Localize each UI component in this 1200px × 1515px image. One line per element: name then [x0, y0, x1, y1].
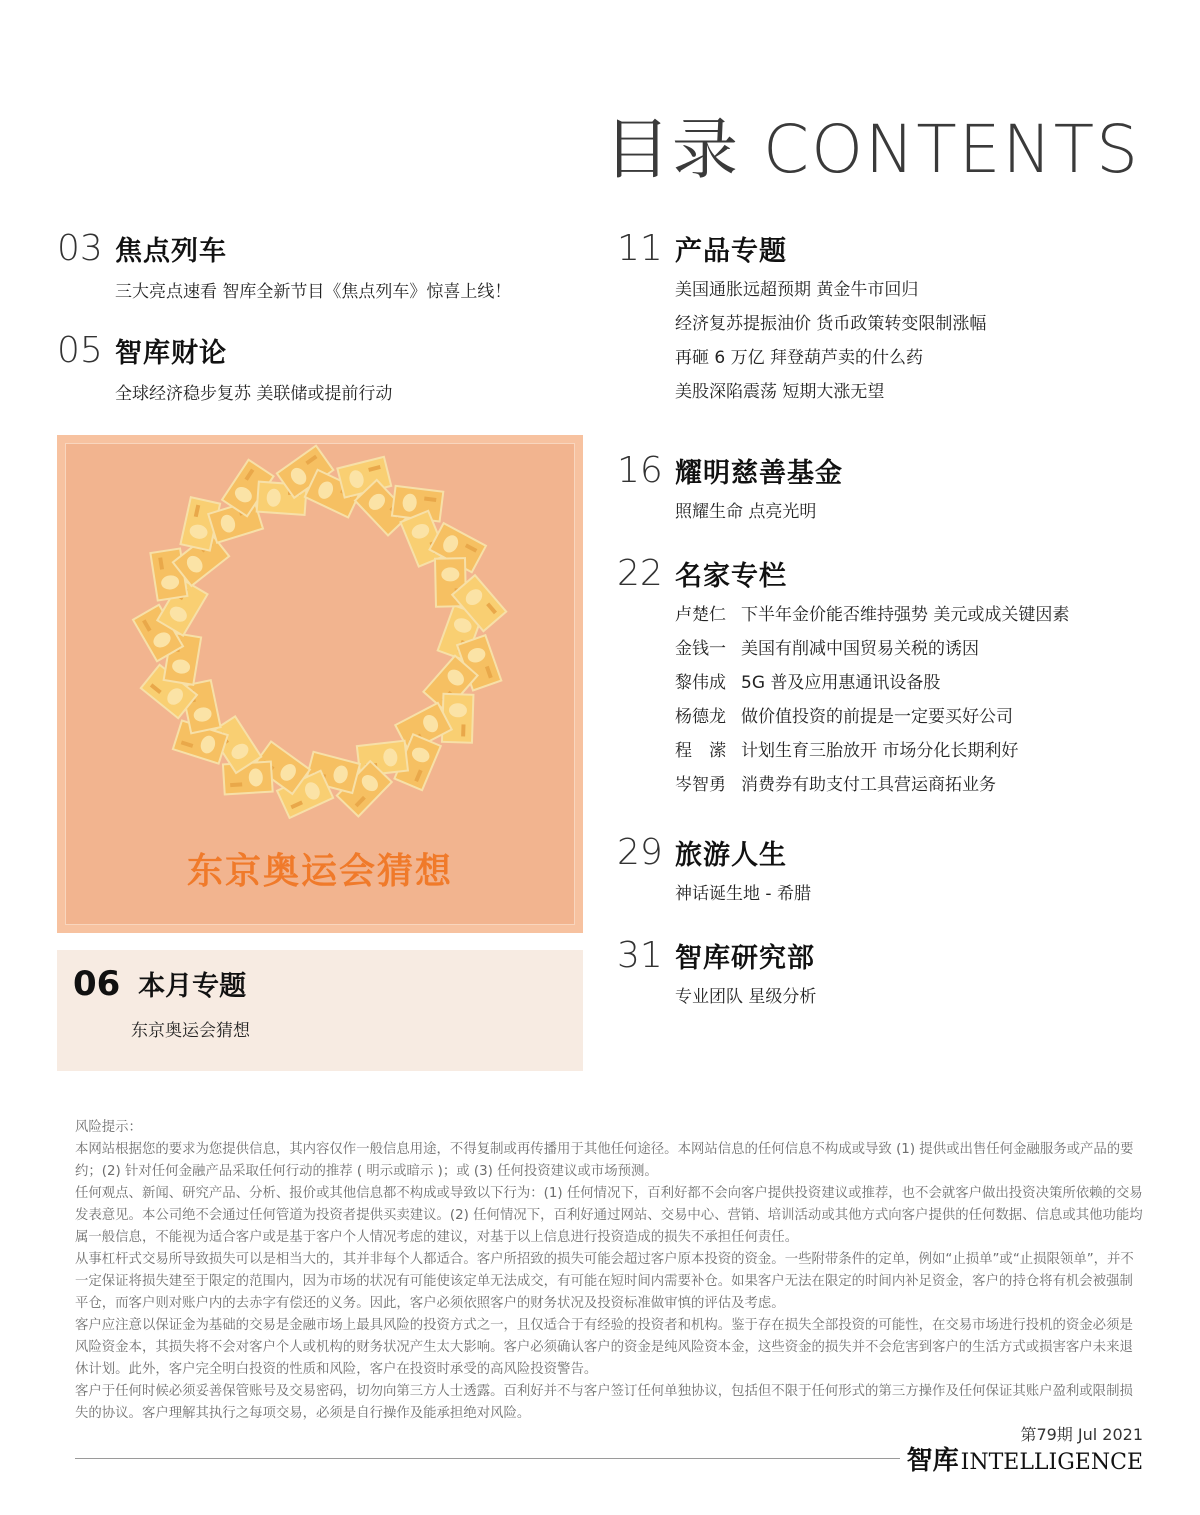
section-22[interactable]	[617, 553, 1069, 802]
section-number: 31	[617, 935, 663, 976]
column-title: 5G 普及应用惠通讯设备股	[741, 673, 941, 693]
section-name: 智库财论	[115, 338, 227, 369]
section-number: 29	[617, 832, 663, 873]
column-author: 黎伟成	[675, 673, 726, 693]
column-item[interactable]	[675, 632, 1069, 666]
column-title: 消费券有助支付工具营运商拓业务	[741, 775, 996, 795]
feature-number: 06	[73, 964, 121, 1004]
feature-section-06[interactable]	[57, 950, 583, 1071]
section-16[interactable]	[617, 450, 843, 529]
disclaimer-heading: 风险提示：	[75, 1120, 142, 1135]
disclaimer-paragraph: 本网站根据您的要求为您提供信息，其内容仅作一般信息用途，不得复制或再传播用于其他任何途径。本网站信息的任何信息不构成或导致 (1) 提供或出售任何金融服务或产品的要约；(2) 针对任何金融产品采取任何行动的推荐 ( 明示或暗示 )；或 (3) 任何投资建议或市场预测。	[75, 1142, 1134, 1179]
cover-caption: 东京奥运会猜想	[186, 851, 453, 892]
section-item[interactable]: 全球经济稳步复苏 美联储或提前行动	[115, 384, 393, 404]
column-title: 做价值投资的前提是一定要买好公司	[741, 707, 1013, 727]
section-29[interactable]	[617, 832, 811, 911]
column-author: 岑智勇	[675, 775, 726, 795]
disclaimer-paragraph: 客户应注意以保证金为基础的交易是金融市场上最具风险的投资方式之一，且仅适合于有经验的投资者和机构。鉴于存在损失全部投资的可能性，在交易市场进行投机的资金必须是风险资金本，其损失将不会对客户个人或机构的财务状况产生太大影响。客户必须确认客户的资金是纯风险资本金，这些资金的损失并不会危害到客户的生活方式或损害客户未来退休计划。此外，客户完全明白投资的性质和风险，客户在投资时承受的高风险投资警告。	[75, 1318, 1133, 1377]
brand-logo	[907, 1440, 1143, 1477]
column-title: 计划生育三胎放开 市场分化长期利好	[741, 741, 1019, 761]
section-name: 旅游人生	[675, 840, 787, 871]
column-item[interactable]	[675, 700, 1069, 734]
page-title: 目录 CONTENTS	[604, 111, 1140, 188]
disclaimer-paragraph: 客户于任何时候必须妥善保管账号及交易密码，切勿向第三方人士透露。百利好并不与客户签订任何单独协议，包括但不限于任何形式的第三方操作及任何保证其账户盈利或限制损失的协议。客户理解其执行之每项交易，必须是自行操作及能承担绝对风险。	[75, 1384, 1133, 1421]
feature-name: 本月专题	[138, 971, 247, 1002]
footer-divider	[75, 1458, 900, 1459]
section-number: 05	[57, 330, 103, 371]
logo-en: INTELLIGENCE	[960, 1450, 1143, 1475]
column-author: 金钱一	[675, 639, 726, 659]
section-number: 11	[617, 228, 663, 269]
column-author: 程 潆	[675, 741, 726, 761]
column-author: 卢楚仁	[675, 605, 726, 625]
feature-item[interactable]: 东京奥运会猜想	[131, 1021, 250, 1041]
section-item[interactable]: 专业团队 星级分析	[675, 987, 817, 1007]
column-item[interactable]	[675, 666, 1069, 700]
risk-disclaimer	[75, 1117, 1143, 1425]
section-number: 16	[617, 450, 663, 491]
section-name: 焦点列车	[115, 236, 227, 267]
section-name: 产品专题	[675, 236, 787, 267]
cover-image[interactable]	[57, 435, 583, 933]
section-03[interactable]	[57, 228, 511, 309]
section-name: 耀明慈善基金	[675, 458, 843, 489]
logo-cn: 智库	[906, 1446, 959, 1476]
disclaimer-paragraph: 任何观点、新闻、研究产品、分析、报价或其他信息都不构成或导致以下行为：(1) 任何情况下，百利好都不会向客户提供投资建议或推荐，也不会就客户做出投资决策所依赖的交易发表意见。本公司绝不会通过任何管道为投资者提供买卖建议。(2) 任何情况下，百利好通过网站、交易中心、营销、培训活动或其他方式向客户提供的任何数据、信息或其他功能均属一般信息，不能视为适合客户或是基于客户个人情况考虑的建议，对基于以上信息进行投资造成的损失不承担任何责任。	[75, 1186, 1143, 1245]
section-item[interactable]: 再砸 6 万亿 拜登葫芦卖的什么药	[675, 348, 924, 368]
cover-illustration	[65, 443, 575, 925]
section-number: 22	[617, 553, 663, 594]
section-name: 智库研究部	[675, 943, 815, 974]
column-title: 美国有削减中国贸易关税的诱因	[741, 639, 979, 659]
section-05[interactable]	[57, 330, 392, 411]
section-name: 名家专栏	[675, 561, 787, 592]
column-title: 下半年金价能否维持强势 美元或成关键因素	[741, 605, 1070, 625]
section-item[interactable]: 三大亮点速看 智库全新节目《焦点列车》惊喜上线！	[115, 282, 512, 302]
issue-label: 第79期 Jul 2021	[1020, 1425, 1143, 1444]
section-item[interactable]: 经济复苏提振油价 货币政策转变限制涨幅	[675, 314, 987, 334]
disclaimer-paragraph: 从事杠杆式交易所导致损失可以是相当大的，其并非每个人都适合。客户所招致的损失可能会超过客户原本投资的资金。一些附带条件的定单，例如“止损单”或“止损限领单”，并不一定保证将损失建至于限定的范围内，因为市场的状况有可能使该定单无法成交，有可能在短时间内需要补仓。如果客户无法在限定的时间内补足资金，客户的持仓将有机会被强制平仓，而客户则对账户内的去赤字有偿还的义务。因此，客户必须依照客户的财务状况及投资标准做审慎的评估及考虑。	[75, 1252, 1134, 1311]
section-31[interactable]	[617, 935, 816, 1014]
column-item[interactable]	[675, 598, 1069, 632]
section-item[interactable]: 美国通胀远超预期 黄金牛市回归	[675, 280, 919, 300]
column-item[interactable]	[675, 768, 1069, 802]
section-item[interactable]: 照耀生命 点亮光明	[675, 502, 817, 522]
section-number: 03	[57, 228, 103, 269]
column-author: 杨德龙	[675, 707, 726, 727]
section-item[interactable]: 神话诞生地 - 希腊	[675, 884, 811, 904]
section-item[interactable]: 美股深陷震荡 短期大涨无望	[675, 382, 885, 402]
section-11[interactable]	[617, 228, 986, 409]
column-item[interactable]	[675, 734, 1069, 768]
